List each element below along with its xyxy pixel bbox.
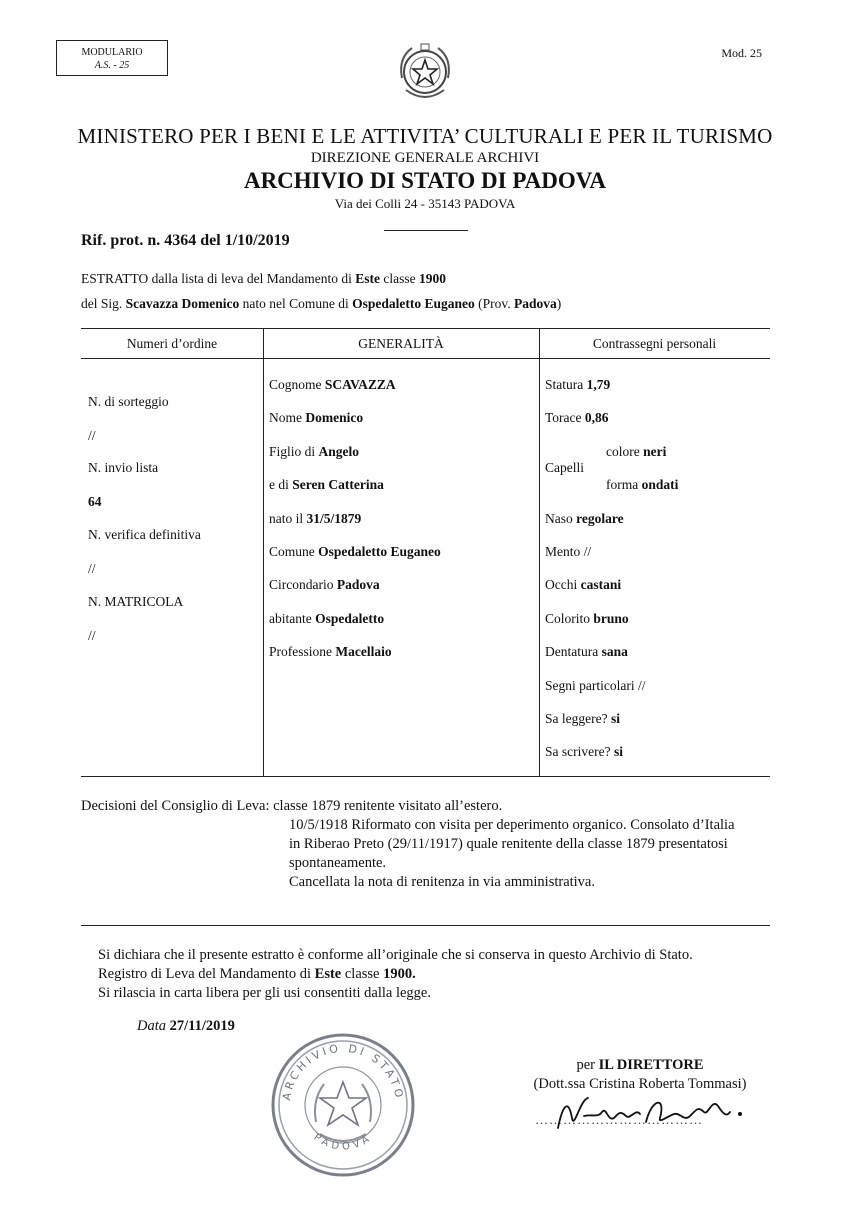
padre-row: Figlio di Angelo <box>269 444 360 459</box>
dentatura-row: Dentatura sana <box>545 644 628 659</box>
occhi-row: Occhi castani <box>545 577 622 592</box>
leggere-row: Sa leggere? si <box>545 711 620 726</box>
table-column-divider <box>263 328 264 776</box>
stamp-bottom-text: PADOVA <box>311 1131 375 1153</box>
signature-dots: ……………………………… <box>535 1112 703 1127</box>
verifica-value: // <box>88 561 96 576</box>
director-name: (Dott.ssa Cristina Roberta Tommasi) <box>533 1076 747 1092</box>
modulario-code: A.S. - 25 <box>94 60 130 71</box>
sorteggio-value: // <box>88 428 96 443</box>
director-title: per IL DIRETTORE <box>576 1057 704 1073</box>
cognome-row: Cognome SCAVAZZA <box>269 377 396 392</box>
capelli-label: Capelli <box>545 460 584 475</box>
comune-row: Comune Ospedaletto Euganeo <box>269 544 441 559</box>
directorate-title: DIREZIONE GENERALE ARCHIVI <box>310 150 540 166</box>
verifica-label: N. verifica definitiva <box>88 527 201 542</box>
capelli-forma-row: forma ondati <box>606 477 679 492</box>
decisions-line-5: Cancellata la nota di renitenza in via amministrativa. <box>289 874 595 890</box>
handwritten-signature-icon <box>548 1088 758 1138</box>
intro-line-1: ESTRATTO dalla lista di leva del Mandamento di Este classe 1900 <box>81 271 446 286</box>
table-header-border <box>81 358 770 359</box>
madre-row: e di Seren Catterina <box>269 477 384 492</box>
invio-value: 64 <box>88 494 102 509</box>
header-divider <box>384 230 468 231</box>
professione-row: Professione Macellaio <box>269 644 392 659</box>
nome-row: Nome Domenico <box>269 410 364 425</box>
circondario-row: Circondario Padova <box>269 577 380 592</box>
modulario-label: MODULARIO <box>81 47 143 58</box>
intro-line-2: del Sig. Scavazza Domenico nato nel Comune di Ospedaletto Euganeo (Prov. Padova) <box>81 296 562 311</box>
mento-row: Mento // <box>545 544 592 559</box>
issue-date: Data 27/11/2019 <box>137 1018 235 1034</box>
declaration <box>98 946 693 1003</box>
declaration-line-1: Si dichiara che il presente estratto è conforme all’originale che si conserva in questo Archivio di Stato. <box>98 947 693 963</box>
matricola-label: N. MATRICOLA <box>88 594 184 609</box>
table-column-divider <box>539 328 540 776</box>
header-contrassegni: Contrassegni personali <box>592 336 717 351</box>
torace-row: Torace 0,86 <box>545 410 609 425</box>
italian-emblem-icon <box>392 38 458 106</box>
decisions-line-2: 10/5/1918 Riformato con visita per deperimento organico. Consolato d’Italia <box>289 817 735 833</box>
statura-row: Statura 1,79 <box>545 377 611 392</box>
sorteggio-label: N. di sorteggio <box>88 394 169 409</box>
stamp-top-text: ARCHIVIO DI STATO <box>280 1041 406 1102</box>
nascita-row: nato il 31/5/1879 <box>269 511 362 526</box>
colorito-row: Colorito bruno <box>545 611 629 626</box>
archive-address: Via dei Colli 24 - 35143 PADOVA <box>334 196 516 211</box>
mod-number: Mod. 25 <box>721 46 762 60</box>
invio-label: N. invio lista <box>88 460 159 475</box>
table-bottom-border <box>81 776 770 777</box>
header-numeri: Numeri d’ordine <box>126 336 218 351</box>
capelli-colore-row: colore neri <box>606 444 667 459</box>
matricola-value: // <box>88 628 96 643</box>
header-generalita: GENERALITÀ <box>358 336 444 351</box>
table-top-border <box>81 328 770 329</box>
section-divider <box>81 925 770 926</box>
modulario-box <box>56 40 168 76</box>
archive-stamp-icon <box>268 1030 418 1180</box>
segni-row: Segni particolari // <box>545 678 646 693</box>
decisions-line-1: Decisioni del Consiglio di Leva: classe 1879 renitente visitato all’estero. <box>81 798 503 814</box>
archive-title: ARCHIVIO DI STATO DI PADOVA <box>243 168 607 193</box>
decisions-line-3: in Riberao Preto (29/11/1917) quale renitente della classe 1879 presentatosi <box>289 836 728 852</box>
declaration-line-3: Si rilascia in carta libera per gli usi consentiti dalla legge. <box>98 985 431 1001</box>
naso-row: Naso regolare <box>545 511 624 526</box>
protocol-reference: Rif. prot. n. 4364 del 1/10/2019 <box>81 232 290 249</box>
decisions-line-4: spontaneamente. <box>289 855 387 871</box>
abitante-row: abitante Ospedaletto <box>269 611 385 626</box>
ministry-title: MINISTERO PER I BENI E LE ATTIVITA’ CULTURALI E PER IL TURISMO <box>77 124 773 148</box>
scrivere-row: Sa scrivere? si <box>545 744 623 759</box>
declaration-line-2: Registro di Leva del Mandamento di Este classe 1900. <box>98 966 416 982</box>
